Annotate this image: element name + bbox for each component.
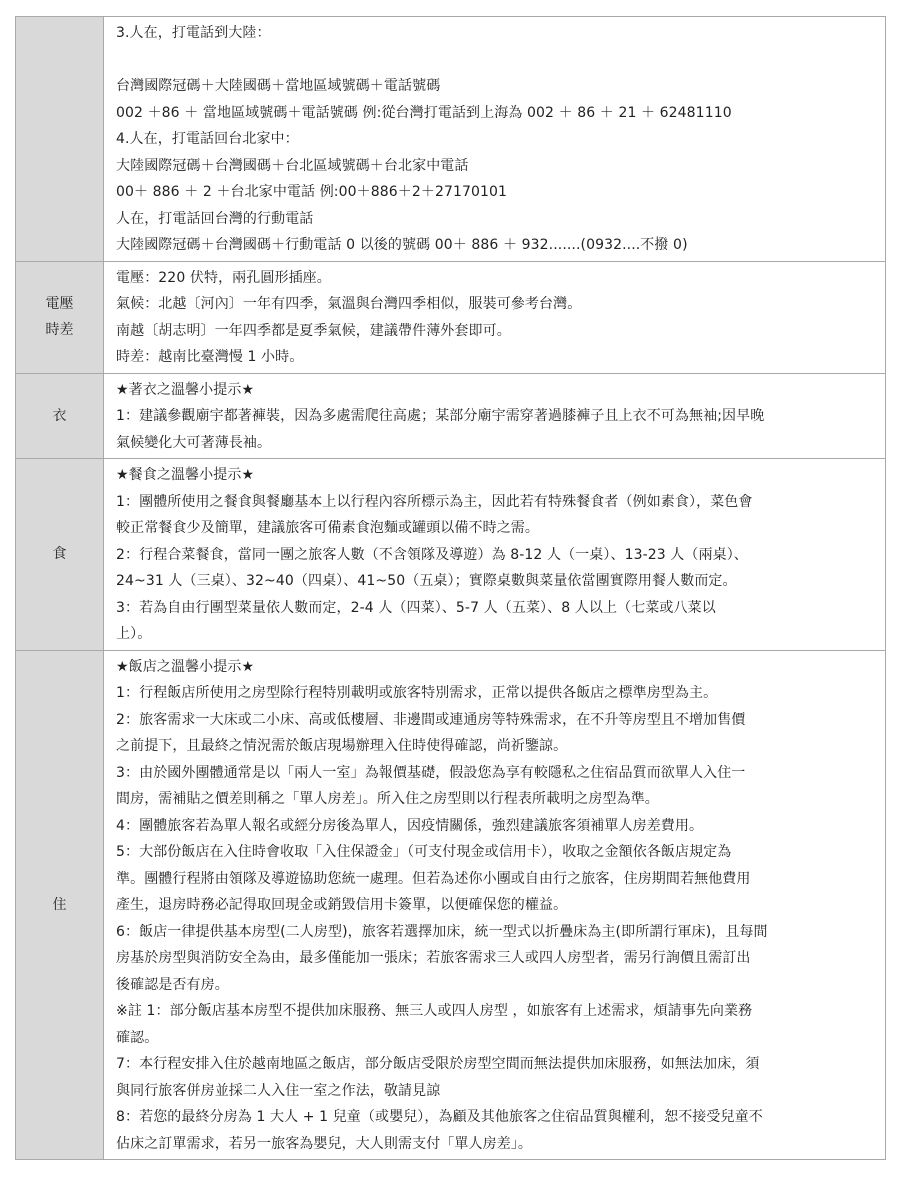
row-content-cell <box>104 373 886 459</box>
row-label-cell <box>16 261 104 373</box>
content-line: ※註 1：部分飯店基本房型不提供加床服務、無三人或四人房型 ，如旅客有上述需求，煩請事先向業務 <box>116 1003 753 1019</box>
content-line: 5：大部份飯店在入住時會收取「入住保證金」（可支付現金或信用卡），收取之金額依各飯店規定為 <box>116 844 732 860</box>
content-line: ★餐食之溫馨小提示★ <box>116 467 255 483</box>
row-label: 食 <box>52 546 67 562</box>
content-line: 氣候：北越〔河內〕一年有四季，氣溫與台灣四季相似，服裝可參考台灣。 <box>116 296 582 312</box>
table-row-voltage-timezone <box>16 261 886 373</box>
content-line: 3.人在，打電話到大陸： <box>116 25 271 41</box>
content-line: 3：由於國外團體通常是以「兩人一室」為報價基礎，假設您為享有較隱私之住宿品質而欲單人入住一 <box>116 764 746 781</box>
content-line: 24~31 人（三桌）、32~40（四桌）、41~50（五桌）；實際桌數與菜量依當團實際用餐人數而定。 <box>116 573 737 589</box>
content-line: 南越〔胡志明〕一年四季都是夏季氣候，建議帶件薄外套即可。 <box>116 322 511 339</box>
table-row-phone <box>16 17 886 262</box>
info-table <box>15 16 886 1160</box>
content-line: 上）。 <box>116 626 152 642</box>
content-line: 後確認是否有房。 <box>116 976 229 993</box>
row-label: 住 <box>52 896 67 913</box>
content-line: 氣候變化大可著薄長袖。 <box>116 434 272 451</box>
content-line: 房基於房型與消防安全為由，最多僅能加一張床；若旅客需求三人或四人房型者，需另行詢價且需訂出 <box>116 950 751 966</box>
content-line: 1：行程飯店所使用之房型除行程特別載明或旅客特別需求，正常以提供各飯店之標準房型為主。 <box>116 685 718 701</box>
content-line: 7：本行程安排入住於越南地區之飯店，部分飯店受限於房型空間而無法提供加床服務，如無法加床，須 <box>116 1056 760 1072</box>
row-label-cell <box>16 650 104 1160</box>
content-line: 1：團體所使用之餐食與餐廳基本上以行程內容所標示為主，因此若有特殊餐食者（例如素食），菜色會 <box>116 493 753 510</box>
table-row-lodging <box>16 650 886 1160</box>
content-line: ★飯店之溫馨小提示★ <box>116 658 255 675</box>
content-line: 時差：越南比臺灣慢 1 小時。 <box>116 349 304 365</box>
table-row-food <box>16 459 886 651</box>
content-line: 2：旅客需求一大床或二小床、高或低樓層、非邊間或連通房等特殊需求，在不升等房型且不增加售價 <box>116 711 746 728</box>
row-label: 時差 <box>45 322 74 338</box>
content-line: 6：飯店一律提供基本房型(二人房型)，旅客若選擇加床，統一型式以折疊床為主(即所謂行軍床)，且每間 <box>116 923 768 940</box>
row-label-cell <box>16 459 104 651</box>
content-line: 4.人在，打電話回台北家中： <box>116 131 299 147</box>
row-label: 電壓 <box>45 295 74 312</box>
row-content-cell <box>104 261 886 373</box>
content-line: 00＋ 886 ＋ 2 ＋台北家中電話 例:00＋886＋2＋27170101 <box>116 184 508 200</box>
content-line: 間房，需補貼之價差則稱之「單人房差」。所入住之房型則以行程表所載明之房型為準。 <box>116 791 659 807</box>
content-line: 台灣國際冠碼＋大陸國碼＋當地區域號碼＋電話號碼 <box>116 78 441 94</box>
content-line: 大陸國際冠碼＋台灣國碼＋行動電話 0 以後的號碼 00＋ 886 ＋ 932.......(0932....不撥 0) <box>116 237 688 253</box>
info-table-body <box>16 17 886 1160</box>
content-line: 2：行程合菜餐食，當同一團之旅客人數（不含領隊及導遊）為 8-12 人（一桌）、13-23 人（兩桌）、 <box>116 546 748 563</box>
content-line: 3：若為自由行團型菜量依人數而定，2-4 人（四菜）、5-7 人（五菜）、8 人以上（七菜或八菜以 <box>116 599 716 616</box>
content-line <box>116 47 873 74</box>
content-line: 之前提下，且最終之情況需於飯店現場辦理入住時使得確認，尚祈鑒諒。 <box>116 738 568 754</box>
row-content-cell <box>104 17 886 262</box>
content-line: 佔床之訂單需求，若另一旅客為嬰兒，大人則需支付「單人房差」。 <box>116 1135 532 1152</box>
content-line: 大陸國際冠碼＋台灣國碼＋台北區域號碼＋台北家中電話 <box>116 157 469 174</box>
content-line: 1：建議參觀廟宇都著褲裝，因為多處需爬往高處；某部分廟宇需穿著過膝褲子且上衣不可為無袖;因早晚 <box>116 408 765 424</box>
content-line: 4：團體旅客若為單人報名或經分房後為單人，因疫情關係，強烈建議旅客須補單人房差費用。 <box>116 817 704 834</box>
row-content-cell <box>104 459 886 651</box>
content-line: 002 ＋86 ＋ 當地區域號碼＋電話號碼 例:從台灣打電話到上海為 002 ＋ 86 ＋ 21 ＋ 62481110 <box>116 104 732 121</box>
content-line: 產生，退房時務必記得取回現金或銷毀信用卡簽單，以便確保您的權益。 <box>116 897 568 913</box>
row-label: 衣 <box>52 407 67 424</box>
content-line: 人在，打電話回台灣的行動電話 <box>116 210 314 227</box>
content-line: ★著衣之溫馨小提示★ <box>116 381 255 398</box>
content-line: 確認。 <box>116 1029 159 1046</box>
row-label-cell <box>16 17 104 262</box>
content-line: 與同行旅客併房並採二人入住一室之作法，敬請見諒 <box>116 1082 441 1099</box>
row-content-cell <box>104 650 886 1160</box>
content-line: 電壓：220 伏特，兩孔圓形插座。 <box>116 269 331 286</box>
table-row-clothing <box>16 373 886 459</box>
content-line: 準。團體行程將由領隊及導遊協助您統一處理。但若為述你小團或自由行之旅客，住房期間若無他費用 <box>116 870 751 887</box>
content-line: 較正常餐食少及簡單，建議旅客可備素食泡麵或罐頭以備不時之需。 <box>116 520 539 536</box>
row-label-cell <box>16 373 104 459</box>
content-line: 8：若您的最終分房為 1 大人 + 1 兒童（或嬰兒），為顧及其他旅客之住宿品質與權利，恕不接受兒童不 <box>116 1109 763 1125</box>
